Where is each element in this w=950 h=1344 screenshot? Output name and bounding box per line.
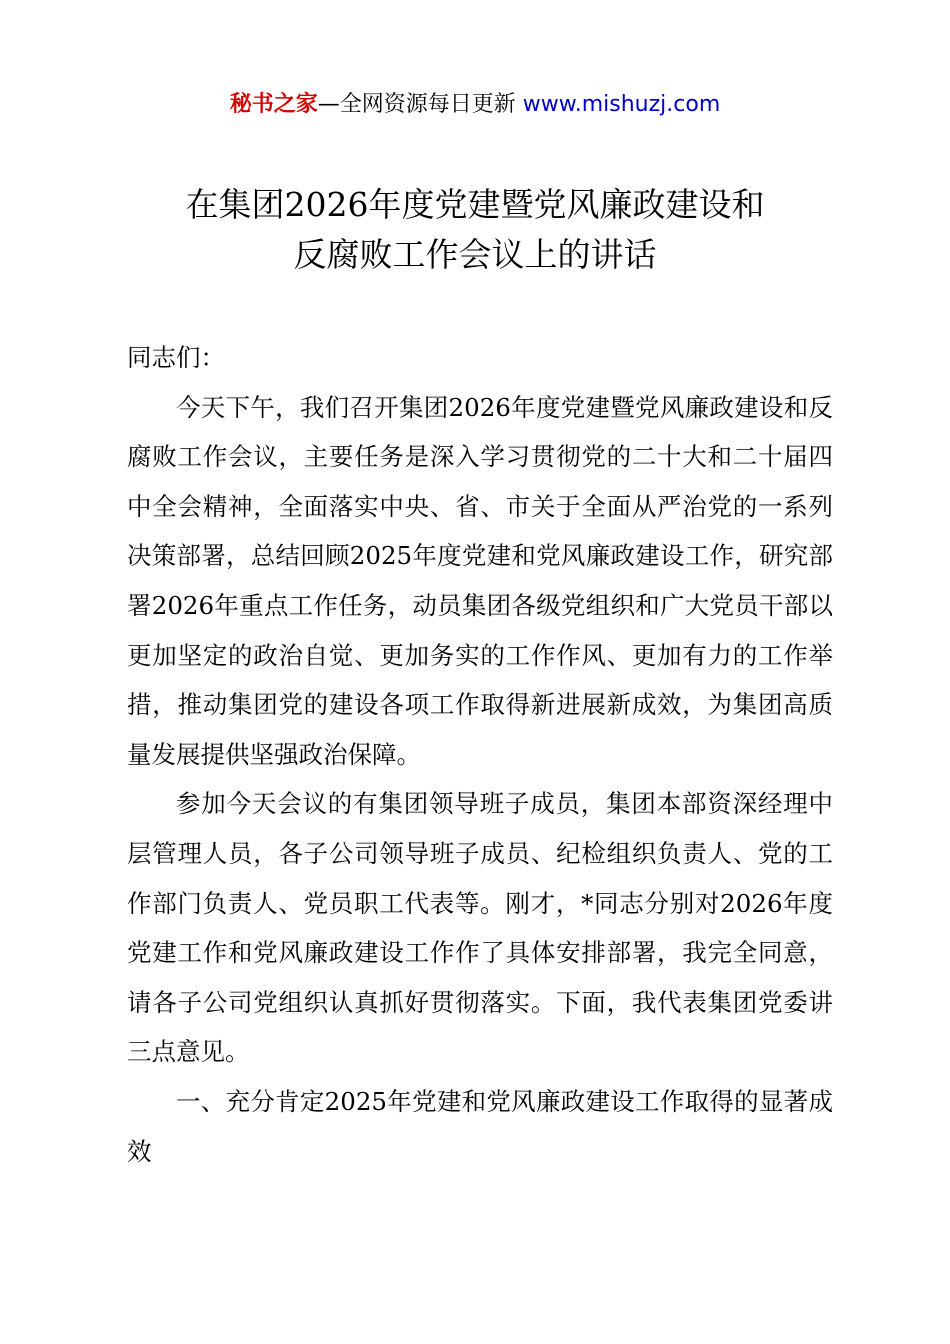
header-tagline: —全网资源每日更新	[317, 92, 516, 117]
brand-name: 秘书之家	[229, 92, 318, 117]
site-url-link[interactable]: www.mishuzj.com	[522, 92, 721, 117]
paragraph-attendees: 参加今天会议的有集团领导班子成员，集团本部资深经理中层管理人员，各子公司领导班子成员、纪检组织负责人、党的工作部门负责人、党员职工代表等。刚才，*同志分别对2026年度党建工作和党风廉政建设工作作了具体安排部署，我完全同意，请各子公司党组织认真抓好贯彻落实。下面，我代表集团党委讲三点意见。	[127, 789, 833, 1067]
title-line-2: 反腐败工作会议上的讲话	[293, 235, 657, 274]
document-title	[0, 180, 950, 280]
site-header	[0, 88, 950, 122]
section-heading-1: 一、充分肯定2025年党建和党风廉政建设工作取得的显著成效	[127, 1086, 833, 1166]
document-body	[127, 333, 833, 1176]
title-line-1: 在集团2026年度党建暨党风廉政建设和	[185, 185, 765, 224]
salutation: 同志们：	[127, 343, 225, 372]
paragraph-intro: 今天下午，我们召开集团2026年度党建暨党风廉政建设和反腐败工作会议，主要任务是深入学习贯彻党的二十大和二十届四中全会精神，全面落实中央、省、市关于全面从严治党的一系列决策部署，总结回顾2025年度党建和党风廉政建设工作，研究部署2026年重点工作任务，动员集团各级党组织和广大党员干部以更加坚定的政治自觉、更加务实的工作作风、更加有力的工作举措，推动集团党的建设各项工作取得新进展新成效，为集团高质量发展提供坚强政治保障。	[127, 392, 833, 769]
